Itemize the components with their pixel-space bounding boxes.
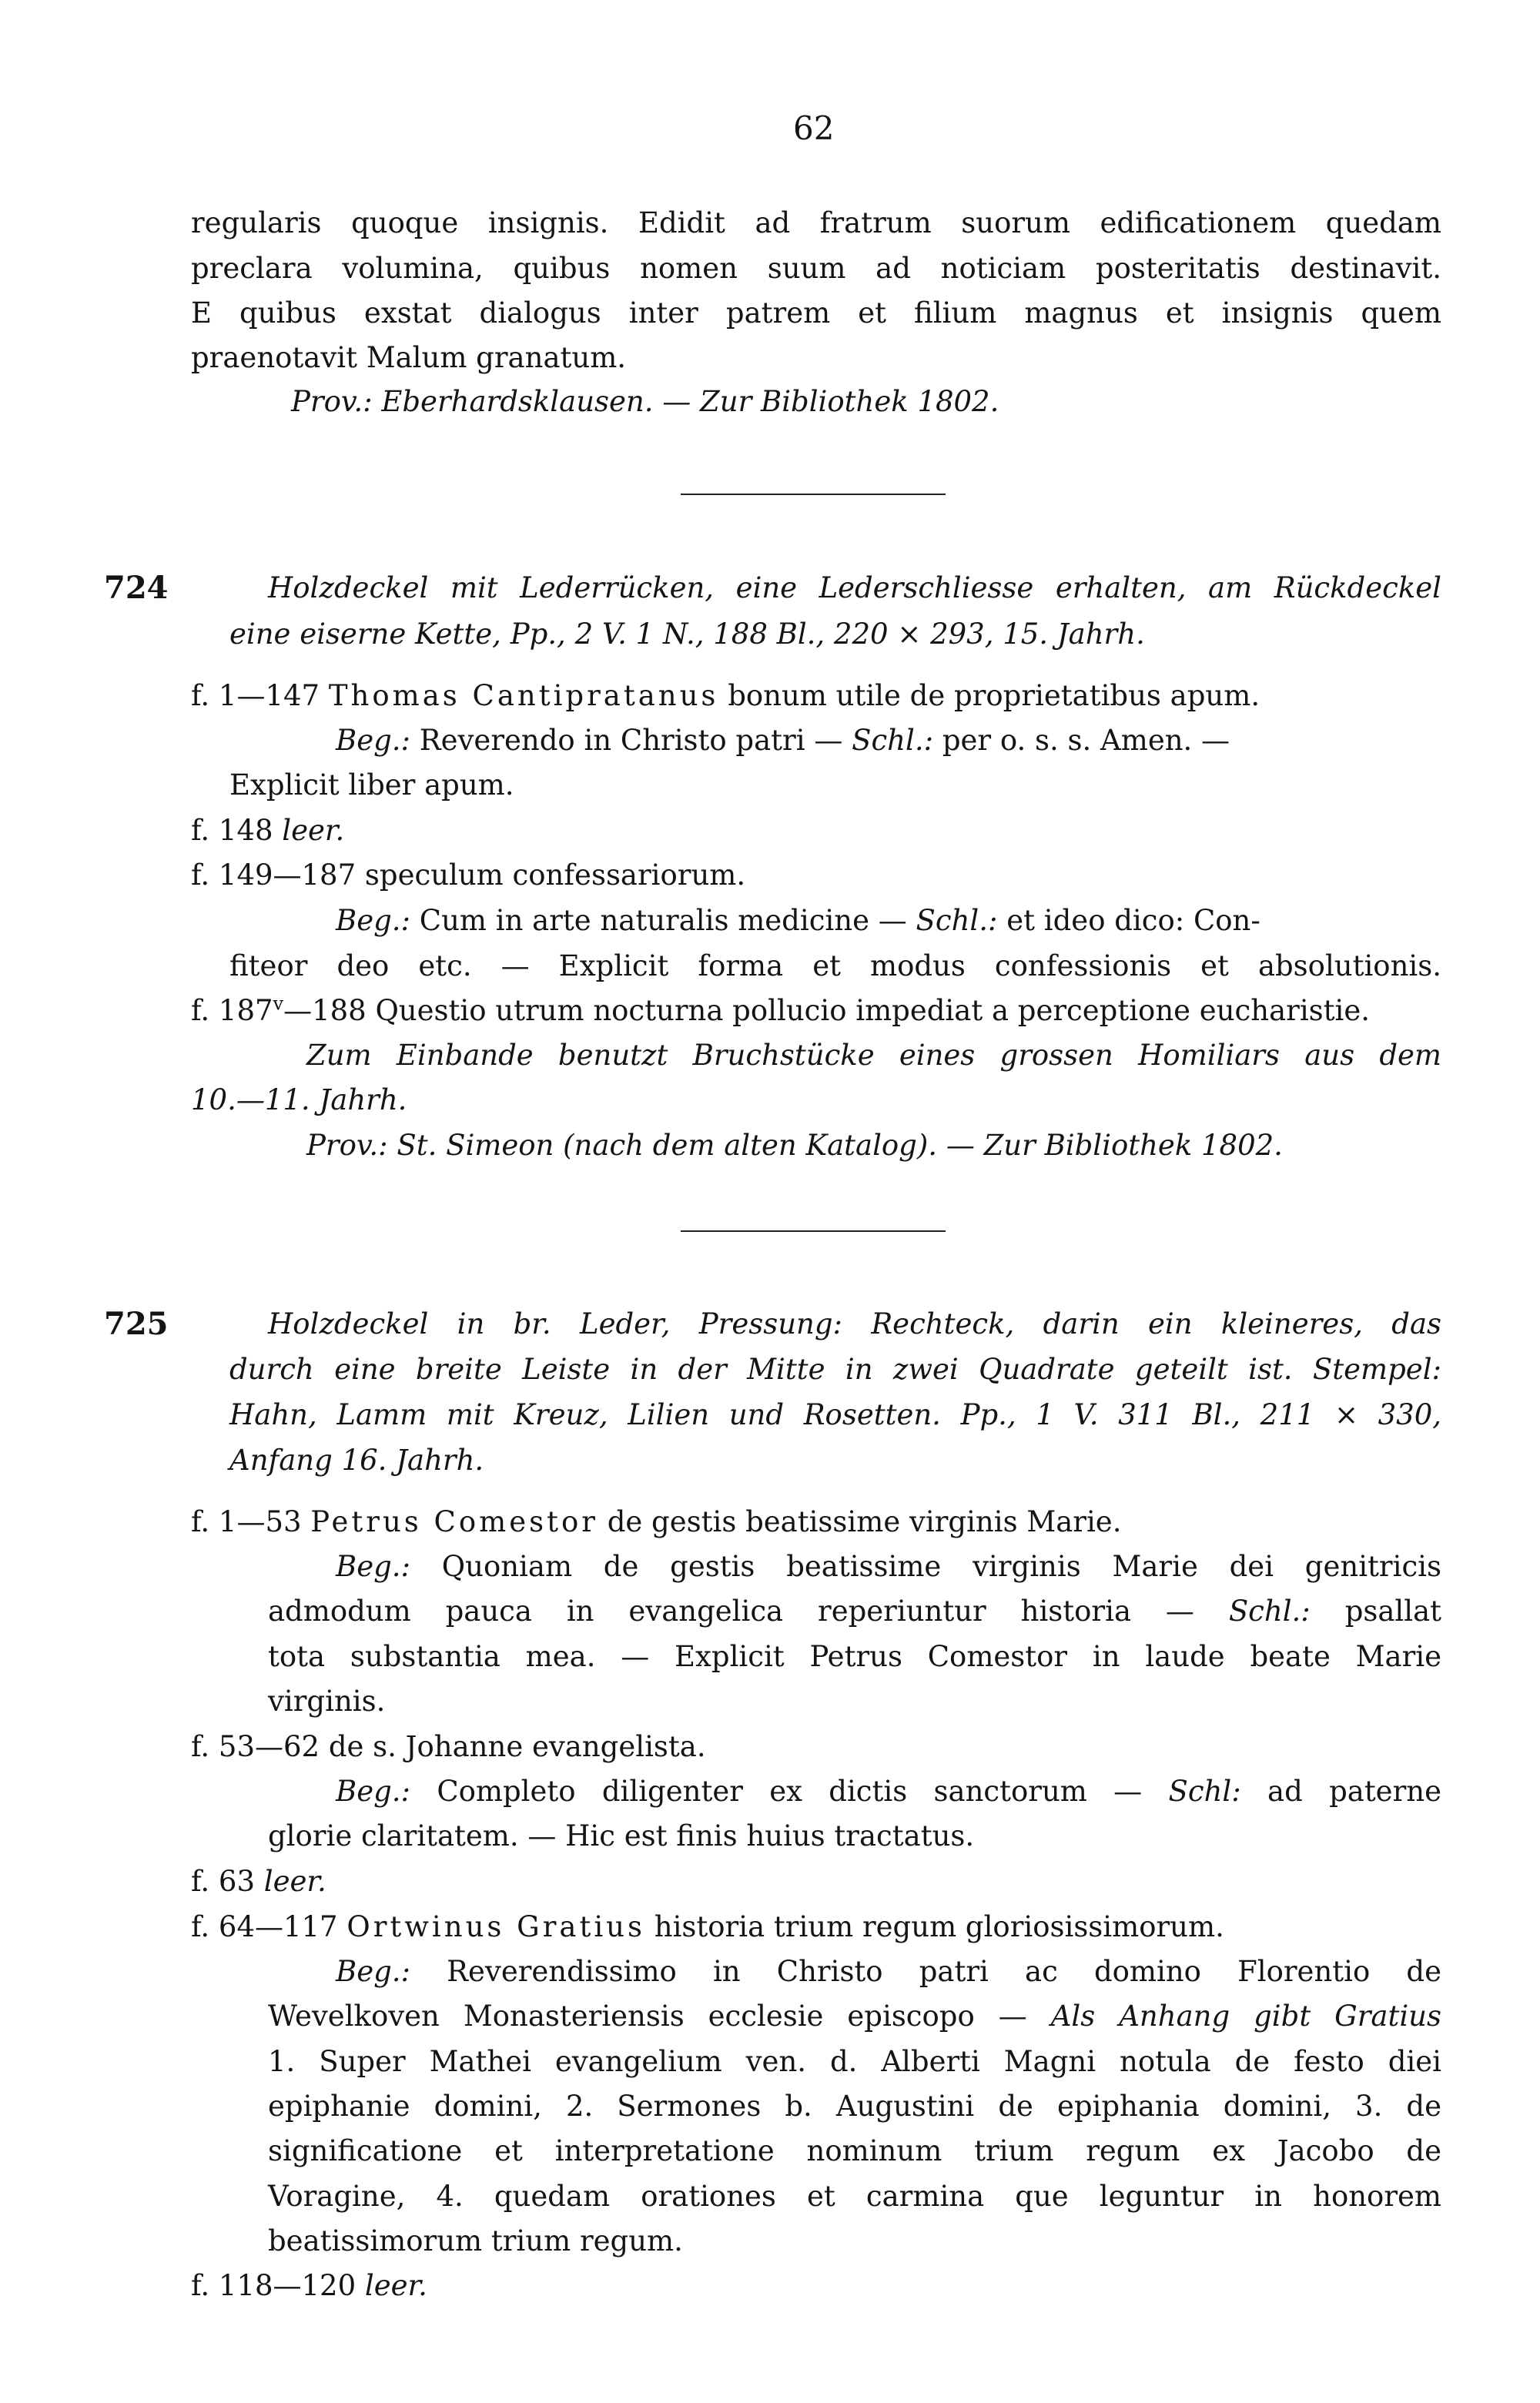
- entry-725-appendix-line-4: Voragine, 4. quedam orationes et carmina que leguntur in honorem: [268, 2180, 1441, 2213]
- entry-724-folio-3-explicit: fiteor deo etc. — Explicit forma et modus confessionis et absolutionis.: [229, 949, 1441, 982]
- entry-725-folio-2-explicit: glorie claritatem. — Hic est finis huius tractatus.: [268, 1819, 975, 1852]
- entry-724-description-2: eine eiserne Kette, Pp., 2 V. 1 N., 188 Bl., 220 × 293, 15. Jahrh.: [229, 617, 1145, 651]
- entry-724-folio-1-incipit: Beg.: Reverendo in Christo patri — Schl.: per o. s. s. Amen. —: [336, 724, 1230, 757]
- entry-number-725: 725: [104, 1306, 169, 1342]
- entry-724-folio-4: f. 187$^v$—188 Questio utrum nocturna pollucio impediat a perceptione eucharistie.: [191, 992, 1371, 1027]
- entry-725-folio-1-incipit: Beg.: Quoniam de gestis beatissime virginis Marie dei genitricis: [336, 1550, 1441, 1583]
- entry-725-folio-2-incipit: Beg.: Completo diligenter ex dictis sanctorum — Schl: ad paterne: [336, 1775, 1441, 1808]
- entry-number-724: 724: [104, 570, 169, 606]
- entry-725-folio-1-line-4: virginis.: [268, 1685, 386, 1718]
- entry-724-folio-3: f. 149—187 speculum confessariorum.: [191, 858, 746, 892]
- entry-725-appendix-line-2: epiphanie domini, 2. Sermones b. Augustini de epiphania domini, 3. de: [268, 2090, 1441, 2123]
- entry-725-appendix-line-3: significatione et interpretatione nominum trium regum ex Jacobo de: [268, 2134, 1441, 2167]
- title: bonum utile de proprietatibus apum.: [728, 679, 1260, 712]
- entry-724-folio-1: [191, 681, 1260, 710]
- entry-724-folio-3-incipit: Beg.: Cum in arte naturalis medicine — Schl.: et ideo dico: Con-: [336, 904, 1260, 937]
- entry-724-folio-2: f. 148 leer.: [191, 814, 345, 847]
- author: Thomas Cantipratanus: [328, 679, 719, 712]
- entry-724-binding-note-2: 10.—11. Jahrh.: [191, 1083, 407, 1116]
- entry-725-folio-4-line-2: Wevelkoven Monasteriensis ecclesie episcopo — Als Anhang gibt Gratius: [268, 2000, 1441, 2033]
- entry-725-appendix-line-1: 1. Super Mathei evangelium ven. d. Alberti Magni notula de festo diei: [268, 2045, 1441, 2078]
- entry-725-folio-1-line-3: tota substantia mea. — Explicit Petrus Comestor in laude beate Marie: [268, 1640, 1441, 1673]
- entry-725-description-3: Hahn, Lamm mit Kreuz, Lilien und Rosetten. Pp., 1 V. 311 Bl., 211 × 330,: [229, 1398, 1441, 1431]
- entry-724-binding-note-1: Zum Einbande benutzt Bruchstücke eines grossen Homiliars aus dem: [306, 1039, 1441, 1072]
- intro-line-3: E quibus exstat dialogus inter patrem et filium magnus et insignis quem: [191, 296, 1441, 330]
- folio-label: f. 1—147: [191, 679, 320, 712]
- entry-725-description-1: Holzdeckel in br. Leder, Pressung: Rechteck, darin ein kleineres, das: [268, 1307, 1441, 1340]
- entry-725-folio-5: f. 118—120 leer.: [191, 2269, 427, 2302]
- entry-725-folio-4-incipit: Beg.: Reverendissimo in Christo patri ac domino Florentio de: [336, 1955, 1441, 1988]
- entry-725-description-4: Anfang 16. Jahrh.: [229, 1444, 484, 1477]
- entry-724-provenance: Prov.: St. Simeon (nach dem alten Katalog). — Zur Bibliothek 1802.: [306, 1129, 1283, 1162]
- intro-provenance: Prov.: Eberhardsklausen. — Zur Bibliothek 1802.: [291, 385, 999, 418]
- separator-rule: [681, 1230, 946, 1232]
- entry-725-folio-2: f. 53—62 de s. Johanne evangelista.: [191, 1730, 706, 1763]
- entry-725-folio-3: f. 63 leer.: [191, 1865, 326, 1898]
- entry-725-appendix-line-5: beatissimorum trium regum.: [268, 2224, 683, 2257]
- entry-725-folio-1-line-2: admodum pauca in evangelica reperiuntur historia — Schl.: psallat: [268, 1595, 1442, 1628]
- page-number: 62: [793, 109, 835, 147]
- entry-725-description-2: durch eine breite Leiste in der Mitte in zwei Quadrate geteilt ist. Stempel:: [229, 1353, 1441, 1386]
- entry-725-folio-4: f. 64—117 Ortwinus Gratius historia trium regum gloriosissimorum.: [191, 1910, 1224, 1943]
- entry-725-folio-1: f. 1—53 Petrus Comestor de gestis beatissime virginis Marie.: [191, 1505, 1122, 1538]
- intro-line-1: regularis quoque insignis. Edidit ad fratrum suorum edificationem quedam: [191, 206, 1441, 239]
- entry-724-description-1: Holzdeckel mit Lederrücken, eine Lederschliesse erhalten, am Rückdeckel: [268, 571, 1441, 604]
- entry-724-folio-1-explicit: Explicit liber apum.: [229, 768, 514, 802]
- intro-line-2: preclara volumina, quibus nomen suum ad noticiam posteritatis destinavit.: [191, 252, 1441, 285]
- intro-line-4: praenotavit Malum granatum.: [191, 341, 627, 374]
- separator-rule: [681, 494, 946, 495]
